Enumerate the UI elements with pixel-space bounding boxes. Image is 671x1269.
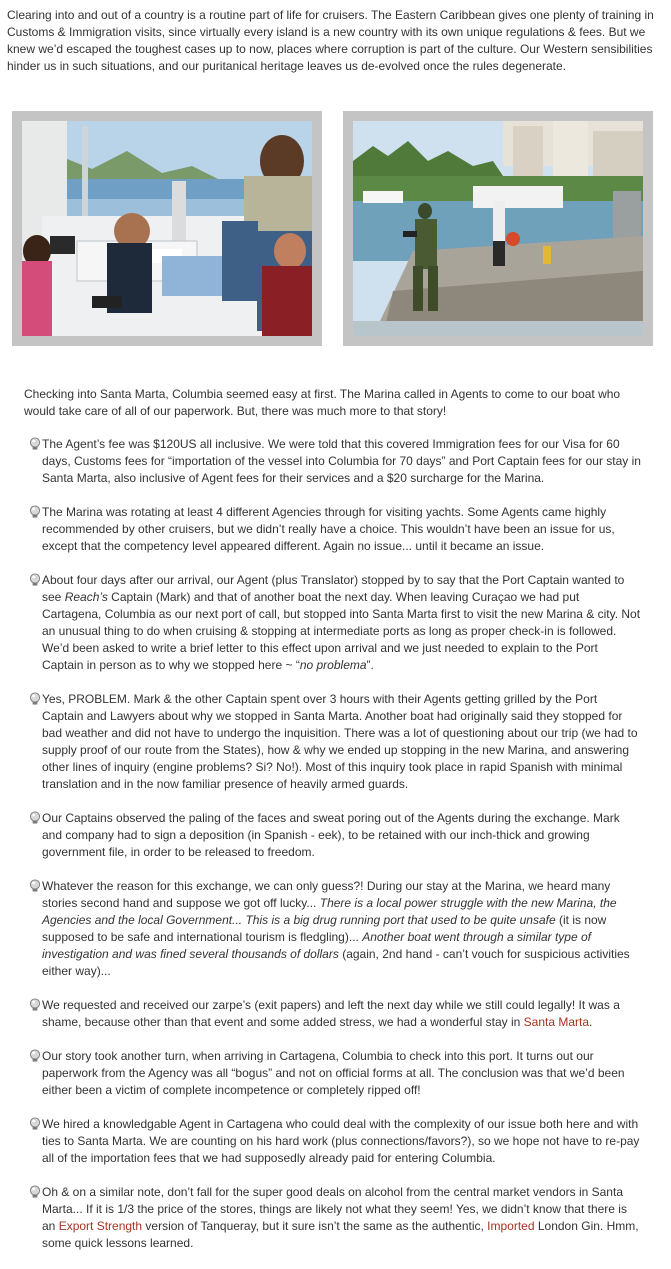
bullet-text: Captain (Mark) and that of another boat the next day. When leaving Curaçao we had put Cartagena, Columbia as our next port of call, but stopped into Santa Marta first to visit the new Marina & city. Not an unusual thing to do when cruising & stopping at intermediate ports as long as proper check-in is followed. We’d been asked to write a brief letter to this effect upon arrival and we just needed to explain to the Port Captain in person as to why we stopped here ~ “ [42, 590, 641, 672]
bullet-reason [29, 878, 641, 980]
lightbulb-icon [29, 811, 41, 825]
photo-marina-guard-image [353, 121, 643, 336]
bullet-emphasis: Reach’s [64, 590, 108, 604]
bullet-zarpe [29, 997, 641, 1031]
photo-marina-guard [343, 111, 653, 346]
santa-marta-link[interactable]: Santa Marta [523, 1015, 590, 1029]
bullet-text: We hired a knowledgable Agent in Cartagena who could deal with the complexity of our issue both here and with ties to Santa Marta. We are counting on his hard work (plus connections/favors?), so we hope not have to re-pay all of the importation fees that we had supposedly already paid for entering Columbia. [42, 1117, 640, 1165]
lightbulb-icon [29, 879, 41, 893]
bullet-agent-fee [29, 436, 641, 487]
bullet-text: Our story took another turn, when arriving in Cartagena, Columbia to check into this port. It turns out our paperwork from the Agency was all “bogus” and not on official forms at all. The conclusion was that we’d been either been a victim of complete incompetence or completely ripped off! [42, 1049, 625, 1097]
bullet-text: (it is now supposed to be safe and international tourism is fledgling)... [42, 913, 607, 944]
bullet-text: The Agent’s fee was $120US all inclusive. We were told that this covered Immigration fees for our Visa for 60 days, Customs fees for “importation of the vessel into Columbia for 70 days” and Port Captain fees for our stay in Santa Marta, also inclusive of Agent fees for their services and a $20 surcharge for the Marina. [42, 437, 641, 485]
bullet-text: ”. [366, 658, 374, 672]
photo-boat-agents-image [22, 121, 312, 336]
lightbulb-icon [29, 1117, 41, 1131]
bullet-text: Whatever the reason for this exchange, we can only guess?! During our stay at the Marina, we heard many stories second hand and suppose we got off lucky... [42, 879, 611, 910]
lead-paragraph: Checking into Santa Marta, Columbia seemed easy at first. The Marina called in Agents to come to our boat who would take care of all of our paperwork. But, there was much more to that story! [24, 387, 621, 418]
bullet-text: About four days after our arrival, our Agent (plus Translator) stopped by to say that the Port Captain wanted to see [42, 573, 625, 604]
bullet-deposition [29, 810, 641, 861]
bullet-text: (again, 2nd hand - can’t vouch for suspicious activities either way)... [42, 947, 630, 978]
intro-paragraph: Clearing into and out of a country is a routine part of life for cruisers. The Eastern Caribbean gives one plenty of training in Customs & Immigration visits, since virtually every island is a new country with its own unique regulations & fees. But we knew we’d escaped the toughest cases up to now, places where corruption is part of the culture. Our Western sensibilities hinder us in such situations, and our puritanical heritage leaves us de-evolved once the rules degenerate. [7, 8, 654, 73]
bullet-cartagena [29, 1048, 641, 1099]
bullet-text: We requested and received our zarpe’s (exit papers) and left the next day while we still could legally! It was a shame, because other than that event and some added stress, we had a wonderful stay in [42, 998, 620, 1029]
bullet-emphasis: There is a local power struggle with the new Marina, the Agencies and the local Government... This is a big drug running port that used to be quite unsafe [42, 896, 617, 927]
lightbulb-icon [29, 573, 41, 587]
lightbulb-icon [29, 998, 41, 1012]
bullet-text: version of Tanqueray, but it sure isn’t the same as the authentic, [142, 1219, 488, 1233]
export-strength-link[interactable]: Export Strength [58, 1219, 143, 1233]
bullet-agencies [29, 504, 641, 555]
lightbulb-icon [29, 437, 41, 451]
bullet-alcohol [29, 1184, 641, 1252]
story-bullet-list [29, 436, 641, 1269]
lightbulb-icon [29, 1049, 41, 1063]
bullet-text: Our Captains observed the paling of the faces and sweat poring out of the Agents during the exchange. Mark and company had to sign a deposition (in Spanish - eek), to be retained with our inch-thick and growing government file, in order to be released to freedom. [42, 811, 620, 859]
lightbulb-icon [29, 505, 41, 519]
imported-link[interactable]: Imported [487, 1219, 535, 1233]
bullet-emphasis: Another boat went through a similar type of investigation and was fined several thousands of dollars [42, 930, 591, 961]
bullet-text: Oh & on a similar note, don’t fall for the super good deals on alcohol from the central market vendors in Santa Marta... If it is 1/3 the price of the stores, things are likely not what they seem! Yes, we didn’t know that there is an [42, 1185, 627, 1233]
bullet-text: Yes, PROBLEM. Mark & the other Captain spent over 3 hours with their Agents getting grilled by the Port Captain and Lawyers about why we stopped in Santa Marta. Another boat had originally said they stopped for bad weather and did not have to undergo the inquisition. There was a lot of questioning about our trip (we had to supply proof of our route from the States), how & why we ended up stopping in the new Marina, and answering other lines of inquiry (engine problems? Si? No!). Most of this inquiry took place in rapid Spanish with minimal translation and in the now familiar presence of heavily armed guards. [42, 692, 638, 791]
bullet-new-agent [29, 1116, 641, 1167]
lightbulb-icon [29, 1185, 41, 1199]
bullet-port-captain [29, 572, 641, 674]
bullet-emphasis: no problema [299, 658, 367, 672]
bullet-problem [29, 691, 641, 793]
bullet-text: London Gin. Hmm, some quick lessons learned. [42, 1219, 639, 1250]
bullet-text: . [589, 1015, 593, 1029]
bullet-text: The Marina was rotating at least 4 different Agencies through for visiting yachts. Some Agents came highly recommended by other cruisers, but we didn’t really have a choice. This wouldn’t have been an issue for us, except that the competency level appeared different. Again no issue... until it became an issue. [42, 505, 615, 553]
lightbulb-icon [29, 692, 41, 706]
photo-boat-agents [12, 111, 322, 346]
